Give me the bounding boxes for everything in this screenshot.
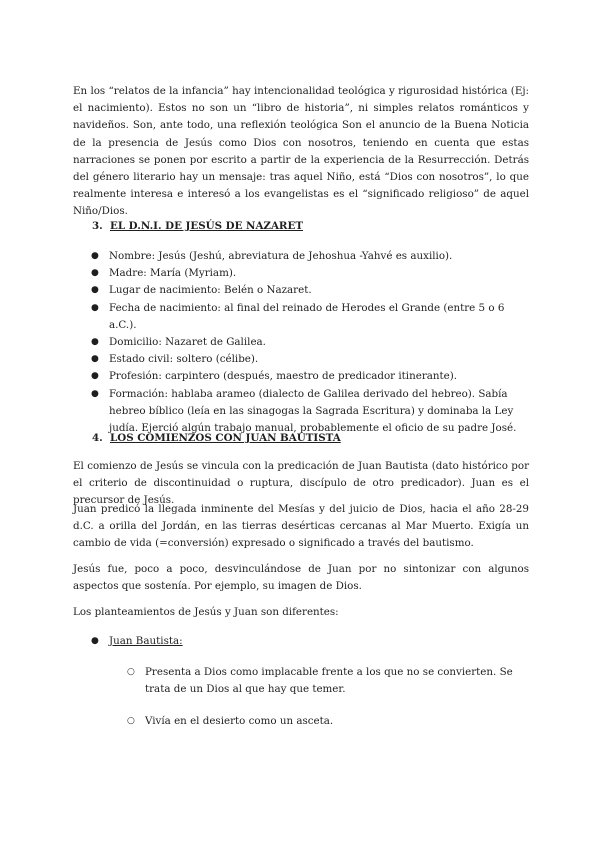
text-line: El comienzo de Jesús se vincula con la predicación de Juan Bautista (dato histórico por el criterio — [73, 460, 529, 490]
list-item-text — [109, 302, 504, 331]
text-line: Madre: María (Myriam). — [109, 267, 237, 280]
text-line: del Jordán, en las tierras desérticas cercanas al Mar Muerto. Exigía un cambio de vida — [73, 520, 529, 550]
text-line: Presenta a Dios como implacable frente a los que no se convierten. Se trata de un — [145, 666, 513, 696]
section-title: LOS COMIENZOS CON JUAN BAUTISTA — [110, 432, 341, 444]
section-heading-3 — [92, 218, 303, 235]
text-line: Fecha de nacimiento: al final del reinado de Herodes el Grande (entre 5 o 6 a.C.). — [109, 301, 505, 331]
list-item — [91, 265, 529, 282]
text-line: Los planteamientos de Jesús y Juan son diferentes: — [73, 606, 339, 618]
list-item-text — [109, 284, 312, 296]
text-line: Estado civil: soltero (célibe). — [109, 353, 259, 366]
text-line: Nombre: Jesús (Jeshú, abreviatura de Jehoshua -Yahvé es auxilio). — [109, 250, 453, 262]
list-item-text — [145, 715, 333, 727]
bullet-icon: ● — [91, 302, 99, 313]
text-line: de la experiencia de la Resurrección. Detrás del género literario hay un mensaje: tras aquel Niño, — [73, 153, 529, 184]
paragraph-desvinculacion — [73, 561, 529, 595]
text-line: Jesús fue, poco a poco, desvinculándose de Juan por no sintonizar con algunos aspectos que — [73, 563, 529, 593]
sub-list-item — [127, 664, 529, 698]
text-line: como Dios con nosotros, teniendo en cuenta que estas narraciones se ponen por escrito a partir — [73, 136, 529, 166]
list-item-text — [109, 353, 258, 365]
text-line: de discontinuidad o ruptura, discípulo de otro predicador). Juan es el precursor de Jesús. — [73, 477, 529, 507]
bullet-icon: ● — [91, 251, 99, 261]
text-line: Domicilio: Nazaret de Galilea. — [109, 336, 266, 349]
text-line: (=conversión) expresado o significado a través del bautismo. — [155, 537, 474, 550]
bullet-icon: ● — [91, 285, 99, 296]
juan-sub-list — [127, 664, 529, 731]
circle-bullet-icon: ○ — [127, 667, 135, 677]
list-item — [91, 368, 529, 385]
list-item-text — [109, 370, 457, 382]
text-line: Lugar de nacimiento: Belén o Nazaret. — [109, 284, 312, 297]
list-item — [91, 282, 529, 299]
list-item — [91, 351, 529, 368]
list-item — [91, 248, 529, 265]
paragraph-planteamientos — [73, 604, 529, 621]
bullet-icon: ● — [91, 354, 99, 365]
list-item — [91, 300, 529, 334]
text-line: nacimiento). Estos no son un “libro de historia”, ni simples relatos románticos y navideños. Son, — [73, 102, 529, 132]
text-line: manual, probablemente el oficio de su padre José. — [254, 422, 517, 435]
section-title: EL D.N.I. DE JESÚS DE NAZARET — [110, 220, 304, 232]
list-item-text — [145, 666, 513, 695]
text-line: (leía en las sinagogas la Sagrada Escritura) y dominaba la Ley judía. Ejerció algún trabajo — [109, 404, 514, 435]
intro-paragraph — [73, 83, 529, 221]
juan-bautista-label: Juan Bautista: — [109, 635, 183, 647]
paragraph-juan-predico — [73, 501, 529, 553]
text-line: Dios al que hay que temer. — [206, 683, 346, 696]
section-number: 4. — [92, 432, 103, 444]
text-line: Vivía en el desierto como un asceta. — [145, 715, 334, 728]
section-number: 3. — [92, 220, 103, 232]
list-item — [91, 633, 529, 650]
text-line: Juan predicó la llegada inminente del Mesías y del juicio de Dios, hacia el año 28-29 d.C. a orilla — [73, 503, 529, 533]
list-item — [91, 334, 529, 351]
text-line: Profesión: carpintero (después, maestro de predicador itinerante). — [109, 370, 458, 383]
list-item-text — [109, 336, 266, 348]
text-line: Formación: hablaba arameo (dialecto de Galilea derivado del hebreo). Sabía hebreo bíblico — [109, 387, 508, 417]
list-item-text — [109, 388, 516, 434]
text-line: ante todo, una reflexión teológica Son el anuncio de la Buena Noticia de la presencia de Jesús — [73, 119, 530, 149]
text-line: sostenía. Por ejemplo, su imagen de Dios. — [144, 580, 362, 593]
list-item-text — [109, 267, 236, 279]
text-line: En los “relatos de la infancia” hay intencionalidad teológica y rigurosidad histórica (Ej: el — [73, 85, 529, 115]
section-heading-4 — [92, 430, 341, 447]
circle-bullet-icon: ○ — [127, 716, 135, 727]
text-line: está “Dios con nosotros”, lo que realmente interesa e interesó a los evangelistas es el “significado — [73, 171, 529, 201]
list-item-text — [109, 250, 452, 262]
juan-list — [91, 633, 529, 650]
bullet-icon: ● — [91, 371, 99, 382]
bullet-icon: ● — [91, 636, 99, 646]
sub-list-item — [127, 713, 529, 730]
text-line: religioso” de aquel Niño/Dios. — [73, 188, 530, 218]
bullet-icon: ● — [91, 337, 99, 348]
dni-list — [91, 248, 529, 437]
bullet-icon: ● — [91, 388, 99, 399]
bullet-icon: ● — [91, 268, 99, 279]
